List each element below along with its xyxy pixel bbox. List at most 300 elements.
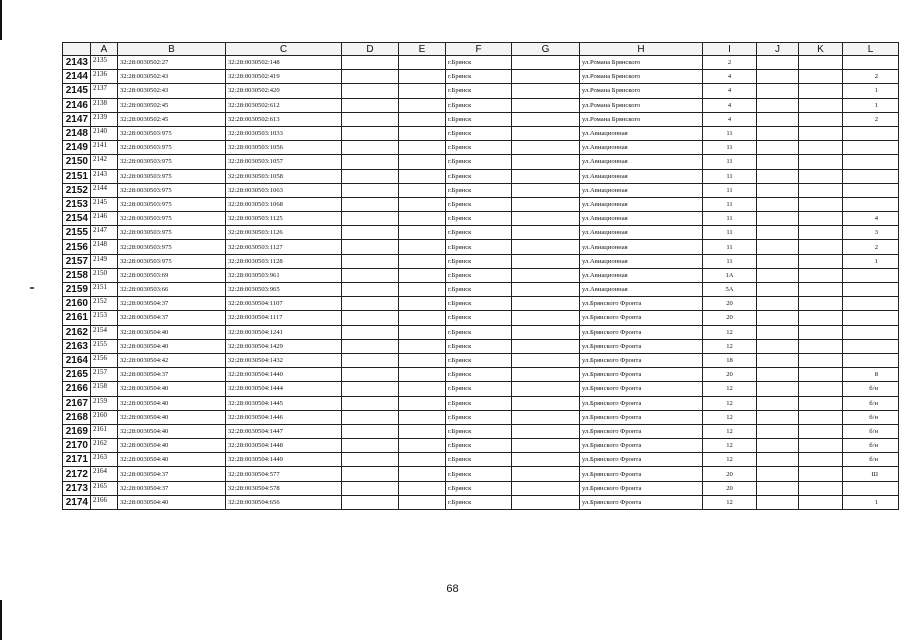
cell-b[interactable]: 32:28:0030503:975 <box>118 226 226 240</box>
cell-i[interactable]: 12 <box>703 339 757 353</box>
cell-c[interactable]: 32:28:0030504:1429 <box>226 339 342 353</box>
cell-j[interactable] <box>757 353 799 367</box>
cell-i[interactable]: 20 <box>703 311 757 325</box>
cell-e[interactable] <box>399 183 446 197</box>
cell-f[interactable]: г.Брянск <box>446 495 512 509</box>
cell-b[interactable]: 32:28:0030503:975 <box>118 141 226 155</box>
cell-f[interactable]: г.Брянск <box>446 382 512 396</box>
cell-f[interactable]: г.Брянск <box>446 368 512 382</box>
cell-e[interactable] <box>399 268 446 282</box>
cell-k[interactable] <box>799 254 843 268</box>
cell-l[interactable]: Ш <box>843 467 899 481</box>
cell-c[interactable]: 32:28:0030504:1117 <box>226 311 342 325</box>
cell-i[interactable]: 12 <box>703 325 757 339</box>
cell-e[interactable] <box>399 396 446 410</box>
row-number[interactable]: 2157 <box>63 254 91 268</box>
column-header-c[interactable]: C <box>226 43 342 56</box>
cell-l[interactable]: 8 <box>843 368 899 382</box>
cell-k[interactable] <box>799 98 843 112</box>
cell-c[interactable]: 32:28:0030504:578 <box>226 481 342 495</box>
cell-d[interactable] <box>342 169 399 183</box>
cell-j[interactable] <box>757 283 799 297</box>
cell-j[interactable] <box>757 169 799 183</box>
cell-f[interactable]: г.Брянск <box>446 268 512 282</box>
cell-i[interactable]: 12 <box>703 410 757 424</box>
cell-d[interactable] <box>342 268 399 282</box>
cell-d[interactable] <box>342 126 399 140</box>
column-header-e[interactable]: E <box>399 43 446 56</box>
cell-d[interactable] <box>342 382 399 396</box>
column-header-l[interactable]: L <box>843 43 899 56</box>
cell-e[interactable] <box>399 410 446 424</box>
cell-j[interactable] <box>757 70 799 84</box>
cell-d[interactable] <box>342 240 399 254</box>
cell-c[interactable]: 32:28:0030504:1444 <box>226 382 342 396</box>
cell-g[interactable] <box>512 424 580 438</box>
cell-h[interactable]: ул.Брянского Фронта <box>580 382 703 396</box>
cell-g[interactable] <box>512 155 580 169</box>
cell-l[interactable]: 1 <box>843 254 899 268</box>
cell-k[interactable] <box>799 481 843 495</box>
cell-k[interactable] <box>799 240 843 254</box>
row-number[interactable]: 2172 <box>63 467 91 481</box>
cell-h[interactable]: ул.Брянского Фронта <box>580 396 703 410</box>
cell-a[interactable]: 2151 <box>91 283 118 297</box>
cell-e[interactable] <box>399 481 446 495</box>
cell-j[interactable] <box>757 396 799 410</box>
cell-b[interactable]: 32:28:0030504:40 <box>118 495 226 509</box>
cell-h[interactable]: ул.Брянского Фронта <box>580 311 703 325</box>
cell-h[interactable]: ул.Брянского Фронта <box>580 495 703 509</box>
cell-k[interactable] <box>799 126 843 140</box>
cell-g[interactable] <box>512 339 580 353</box>
cell-j[interactable] <box>757 481 799 495</box>
cell-k[interactable] <box>799 268 843 282</box>
cell-k[interactable] <box>799 84 843 98</box>
cell-e[interactable] <box>399 297 446 311</box>
row-number[interactable]: 2169 <box>63 424 91 438</box>
row-number[interactable]: 2160 <box>63 297 91 311</box>
cell-a[interactable]: 2148 <box>91 240 118 254</box>
cell-h[interactable]: ул.Брянского Фронта <box>580 368 703 382</box>
cell-e[interactable] <box>399 112 446 126</box>
cell-h[interactable]: ул.Авиационная <box>580 197 703 211</box>
cell-g[interactable] <box>512 268 580 282</box>
cell-j[interactable] <box>757 112 799 126</box>
cell-f[interactable]: г.Брянск <box>446 169 512 183</box>
cell-e[interactable] <box>399 197 446 211</box>
cell-l[interactable] <box>843 481 899 495</box>
column-header-i[interactable]: I <box>703 43 757 56</box>
cell-a[interactable]: 2159 <box>91 396 118 410</box>
cell-i[interactable]: 4 <box>703 84 757 98</box>
cell-i[interactable]: 11 <box>703 197 757 211</box>
cell-j[interactable] <box>757 410 799 424</box>
cell-c[interactable]: 32:28:0030504:1448 <box>226 439 342 453</box>
cell-h[interactable]: ул.Брянского Фронта <box>580 481 703 495</box>
cell-h[interactable]: ул.Авиационная <box>580 226 703 240</box>
row-number[interactable]: 2161 <box>63 311 91 325</box>
cell-h[interactable]: ул.Авиационная <box>580 141 703 155</box>
cell-h[interactable]: ул.Романа Брянского <box>580 112 703 126</box>
cell-k[interactable] <box>799 141 843 155</box>
cell-f[interactable]: г.Брянск <box>446 283 512 297</box>
cell-g[interactable] <box>512 84 580 98</box>
cell-e[interactable] <box>399 169 446 183</box>
cell-j[interactable] <box>757 226 799 240</box>
cell-j[interactable] <box>757 141 799 155</box>
row-number[interactable]: 2154 <box>63 212 91 226</box>
cell-k[interactable] <box>799 226 843 240</box>
cell-d[interactable] <box>342 84 399 98</box>
cell-j[interactable] <box>757 495 799 509</box>
row-number[interactable]: 2148 <box>63 126 91 140</box>
cell-k[interactable] <box>799 183 843 197</box>
cell-g[interactable] <box>512 467 580 481</box>
cell-h[interactable]: ул.Брянского Фронта <box>580 325 703 339</box>
cell-l[interactable] <box>843 183 899 197</box>
cell-f[interactable]: г.Брянск <box>446 212 512 226</box>
cell-l[interactable]: 4 <box>843 212 899 226</box>
cell-j[interactable] <box>757 453 799 467</box>
row-number[interactable]: 2155 <box>63 226 91 240</box>
cell-c[interactable]: 32:28:0030504:1445 <box>226 396 342 410</box>
cell-l[interactable]: 1 <box>843 495 899 509</box>
cell-j[interactable] <box>757 339 799 353</box>
row-number[interactable]: 2166 <box>63 382 91 396</box>
cell-c[interactable]: 32:28:0030504:577 <box>226 467 342 481</box>
row-number[interactable]: 2162 <box>63 325 91 339</box>
cell-e[interactable] <box>399 84 446 98</box>
cell-i[interactable]: 11 <box>703 183 757 197</box>
cell-c[interactable]: 32:28:0030504:1440 <box>226 368 342 382</box>
column-header-f[interactable]: F <box>446 43 512 56</box>
cell-a[interactable]: 2152 <box>91 297 118 311</box>
row-number[interactable]: 2167 <box>63 396 91 410</box>
cell-i[interactable]: 12 <box>703 495 757 509</box>
cell-g[interactable] <box>512 254 580 268</box>
cell-d[interactable] <box>342 481 399 495</box>
cell-b[interactable]: 32:28:0030504:37 <box>118 467 226 481</box>
cell-d[interactable] <box>342 368 399 382</box>
cell-d[interactable] <box>342 56 399 70</box>
cell-j[interactable] <box>757 325 799 339</box>
cell-c[interactable]: 32:28:0030504:1446 <box>226 410 342 424</box>
cell-d[interactable] <box>342 339 399 353</box>
cell-k[interactable] <box>799 212 843 226</box>
cell-b[interactable]: 32:28:0030504:37 <box>118 368 226 382</box>
cell-l[interactable]: б/н <box>843 396 899 410</box>
cell-h[interactable]: ул.Брянского Фронта <box>580 467 703 481</box>
cell-a[interactable]: 2164 <box>91 467 118 481</box>
row-number[interactable]: 2143 <box>63 56 91 70</box>
cell-c[interactable]: 32:28:0030503:965 <box>226 283 342 297</box>
cell-h[interactable]: ул.Романа Брянского <box>580 84 703 98</box>
cell-e[interactable] <box>399 495 446 509</box>
cell-i[interactable]: 20 <box>703 297 757 311</box>
cell-b[interactable]: 32:28:0030504:40 <box>118 410 226 424</box>
cell-a[interactable]: 2166 <box>91 495 118 509</box>
cell-e[interactable] <box>399 254 446 268</box>
cell-a[interactable]: 2138 <box>91 98 118 112</box>
cell-j[interactable] <box>757 84 799 98</box>
row-number[interactable]: 2159 <box>63 283 91 297</box>
cell-g[interactable] <box>512 197 580 211</box>
cell-k[interactable] <box>799 453 843 467</box>
cell-h[interactable]: ул.Авиационная <box>580 268 703 282</box>
cell-f[interactable]: г.Брянск <box>446 481 512 495</box>
cell-e[interactable] <box>399 453 446 467</box>
cell-k[interactable] <box>799 495 843 509</box>
cell-i[interactable]: 12 <box>703 424 757 438</box>
row-number[interactable]: 2171 <box>63 453 91 467</box>
cell-d[interactable] <box>342 424 399 438</box>
cell-d[interactable] <box>342 112 399 126</box>
cell-f[interactable]: г.Брянск <box>446 141 512 155</box>
cell-f[interactable]: г.Брянск <box>446 226 512 240</box>
cell-l[interactable]: 2 <box>843 70 899 84</box>
cell-i[interactable]: 11 <box>703 226 757 240</box>
cell-a[interactable]: 2158 <box>91 382 118 396</box>
row-number[interactable]: 2152 <box>63 183 91 197</box>
cell-e[interactable] <box>399 240 446 254</box>
cell-h[interactable]: ул.Романа Брянского <box>580 70 703 84</box>
cell-e[interactable] <box>399 283 446 297</box>
row-number[interactable]: 2144 <box>63 70 91 84</box>
cell-i[interactable]: 20 <box>703 481 757 495</box>
cell-h[interactable]: ул.Авиационная <box>580 155 703 169</box>
cell-g[interactable] <box>512 481 580 495</box>
cell-b[interactable]: 32:28:0030504:42 <box>118 353 226 367</box>
cell-g[interactable] <box>512 126 580 140</box>
cell-l[interactable] <box>843 325 899 339</box>
cell-i[interactable]: 4 <box>703 112 757 126</box>
cell-i[interactable]: 11 <box>703 169 757 183</box>
cell-e[interactable] <box>399 467 446 481</box>
cell-a[interactable]: 2156 <box>91 353 118 367</box>
cell-l[interactable] <box>843 197 899 211</box>
cell-a[interactable]: 2150 <box>91 268 118 282</box>
cell-j[interactable] <box>757 439 799 453</box>
cell-e[interactable] <box>399 155 446 169</box>
cell-b[interactable]: 32:28:0030504:40 <box>118 396 226 410</box>
cell-g[interactable] <box>512 311 580 325</box>
cell-k[interactable] <box>799 325 843 339</box>
cell-k[interactable] <box>799 169 843 183</box>
row-number[interactable]: 2151 <box>63 169 91 183</box>
cell-a[interactable]: 2165 <box>91 481 118 495</box>
cell-a[interactable]: 2149 <box>91 254 118 268</box>
cell-j[interactable] <box>757 155 799 169</box>
cell-i[interactable]: 12 <box>703 453 757 467</box>
cell-c[interactable]: 32:28:0030504:1241 <box>226 325 342 339</box>
cell-a[interactable]: 2141 <box>91 141 118 155</box>
cell-l[interactable] <box>843 169 899 183</box>
cell-f[interactable]: г.Брянск <box>446 98 512 112</box>
cell-c[interactable]: 32:28:0030503:1068 <box>226 197 342 211</box>
cell-l[interactable] <box>843 297 899 311</box>
column-header-g[interactable]: G <box>512 43 580 56</box>
cell-h[interactable]: ул.Брянского Фронта <box>580 353 703 367</box>
column-header-a[interactable]: A <box>91 43 118 56</box>
row-number[interactable]: 2173 <box>63 481 91 495</box>
cell-i[interactable]: 12 <box>703 439 757 453</box>
cell-h[interactable]: ул.Авиационная <box>580 212 703 226</box>
cell-d[interactable] <box>342 495 399 509</box>
cell-f[interactable]: г.Брянск <box>446 84 512 98</box>
cell-e[interactable] <box>399 424 446 438</box>
cell-a[interactable]: 2139 <box>91 112 118 126</box>
cell-c[interactable]: 32:28:0030504:1449 <box>226 453 342 467</box>
cell-c[interactable]: 32:28:0030503:1128 <box>226 254 342 268</box>
cell-j[interactable] <box>757 197 799 211</box>
cell-d[interactable] <box>342 439 399 453</box>
cell-f[interactable]: г.Брянск <box>446 325 512 339</box>
cell-i[interactable]: 18 <box>703 353 757 367</box>
cell-c[interactable]: 32:28:0030503:1127 <box>226 240 342 254</box>
cell-h[interactable]: ул.Авиационная <box>580 240 703 254</box>
cell-a[interactable]: 2143 <box>91 169 118 183</box>
cell-c[interactable]: 32:28:0030504:1107 <box>226 297 342 311</box>
cell-l[interactable]: б/н <box>843 410 899 424</box>
cell-i[interactable]: 20 <box>703 368 757 382</box>
cell-c[interactable]: 32:28:0030504:1447 <box>226 424 342 438</box>
cell-a[interactable]: 2153 <box>91 311 118 325</box>
row-number[interactable]: 2170 <box>63 439 91 453</box>
row-number[interactable]: 2168 <box>63 410 91 424</box>
cell-l[interactable] <box>843 268 899 282</box>
cell-h[interactable]: ул.Брянского Фронта <box>580 424 703 438</box>
cell-i[interactable]: 11 <box>703 254 757 268</box>
cell-i[interactable]: 11 <box>703 212 757 226</box>
cell-e[interactable] <box>399 368 446 382</box>
cell-h[interactable]: ул.Авиационная <box>580 254 703 268</box>
row-number[interactable]: 2146 <box>63 98 91 112</box>
cell-d[interactable] <box>342 70 399 84</box>
cell-f[interactable]: г.Брянск <box>446 439 512 453</box>
cell-k[interactable] <box>799 155 843 169</box>
cell-b[interactable]: 32:28:0030502:45 <box>118 98 226 112</box>
cell-j[interactable] <box>757 183 799 197</box>
cell-h[interactable]: ул.Романа Брянского <box>580 56 703 70</box>
cell-d[interactable] <box>342 311 399 325</box>
cell-j[interactable] <box>757 56 799 70</box>
cell-l[interactable] <box>843 141 899 155</box>
cell-b[interactable]: 32:28:0030504:40 <box>118 325 226 339</box>
row-number[interactable]: 2150 <box>63 155 91 169</box>
cell-k[interactable] <box>799 396 843 410</box>
cell-l[interactable]: 2 <box>843 112 899 126</box>
cell-l[interactable]: б/н <box>843 453 899 467</box>
cell-b[interactable]: 32:28:0030503:975 <box>118 197 226 211</box>
cell-j[interactable] <box>757 424 799 438</box>
cell-a[interactable]: 2142 <box>91 155 118 169</box>
cell-g[interactable] <box>512 495 580 509</box>
cell-j[interactable] <box>757 467 799 481</box>
cell-b[interactable]: 32:28:0030504:40 <box>118 424 226 438</box>
cell-g[interactable] <box>512 98 580 112</box>
cell-f[interactable]: г.Брянск <box>446 424 512 438</box>
cell-f[interactable]: г.Брянск <box>446 297 512 311</box>
cell-i[interactable]: 12 <box>703 396 757 410</box>
cell-c[interactable]: 32:28:0030503:1063 <box>226 183 342 197</box>
cell-d[interactable] <box>342 141 399 155</box>
cell-c[interactable]: 32:28:0030503:961 <box>226 268 342 282</box>
cell-i[interactable]: 11 <box>703 240 757 254</box>
cell-c[interactable]: 32:28:0030503:1125 <box>226 212 342 226</box>
cell-a[interactable]: 2154 <box>91 325 118 339</box>
cell-d[interactable] <box>342 353 399 367</box>
cell-l[interactable]: 1 <box>843 84 899 98</box>
cell-c[interactable]: 32:28:0030504:1432 <box>226 353 342 367</box>
cell-f[interactable]: г.Брянск <box>446 240 512 254</box>
cell-a[interactable]: 2145 <box>91 197 118 211</box>
cell-f[interactable]: г.Брянск <box>446 453 512 467</box>
cell-c[interactable]: 32:28:0030503:1056 <box>226 141 342 155</box>
cell-a[interactable]: 2155 <box>91 339 118 353</box>
cell-j[interactable] <box>757 126 799 140</box>
cell-l[interactable]: 1 <box>843 98 899 112</box>
cell-d[interactable] <box>342 226 399 240</box>
cell-e[interactable] <box>399 382 446 396</box>
cell-g[interactable] <box>512 56 580 70</box>
cell-d[interactable] <box>342 453 399 467</box>
cell-e[interactable] <box>399 325 446 339</box>
cell-j[interactable] <box>757 268 799 282</box>
cell-c[interactable]: 32:28:0030502:612 <box>226 98 342 112</box>
cell-f[interactable]: г.Брянск <box>446 339 512 353</box>
column-header-j[interactable]: J <box>757 43 799 56</box>
cell-g[interactable] <box>512 112 580 126</box>
cell-b[interactable]: 32:28:0030503:975 <box>118 155 226 169</box>
cell-d[interactable] <box>342 254 399 268</box>
cell-f[interactable]: г.Брянск <box>446 70 512 84</box>
cell-h[interactable]: ул.Авиационная <box>580 169 703 183</box>
cell-l[interactable] <box>843 155 899 169</box>
cell-b[interactable]: 32:28:0030502:43 <box>118 70 226 84</box>
cell-a[interactable]: 2163 <box>91 453 118 467</box>
corner-header[interactable] <box>63 43 91 56</box>
cell-h[interactable]: ул.Брянского Фронта <box>580 439 703 453</box>
cell-c[interactable]: 32:28:0030502:419 <box>226 70 342 84</box>
cell-k[interactable] <box>799 297 843 311</box>
cell-f[interactable]: г.Брянск <box>446 467 512 481</box>
cell-e[interactable] <box>399 439 446 453</box>
cell-l[interactable] <box>843 126 899 140</box>
cell-g[interactable] <box>512 169 580 183</box>
cell-c[interactable]: 32:28:0030503:1057 <box>226 155 342 169</box>
cell-b[interactable]: 32:28:0030504:40 <box>118 339 226 353</box>
cell-b[interactable]: 32:28:0030502:45 <box>118 112 226 126</box>
cell-e[interactable] <box>399 98 446 112</box>
cell-g[interactable] <box>512 325 580 339</box>
cell-a[interactable]: 2161 <box>91 424 118 438</box>
cell-f[interactable]: г.Брянск <box>446 197 512 211</box>
row-number[interactable]: 2164 <box>63 353 91 367</box>
cell-b[interactable]: 32:28:0030504:40 <box>118 439 226 453</box>
cell-g[interactable] <box>512 183 580 197</box>
cell-j[interactable] <box>757 297 799 311</box>
cell-g[interactable] <box>512 212 580 226</box>
cell-l[interactable]: б/н <box>843 424 899 438</box>
row-number[interactable]: 2145 <box>63 84 91 98</box>
cell-e[interactable] <box>399 339 446 353</box>
cell-k[interactable] <box>799 353 843 367</box>
cell-l[interactable] <box>843 339 899 353</box>
cell-g[interactable] <box>512 439 580 453</box>
column-header-h[interactable]: H <box>580 43 703 56</box>
cell-g[interactable] <box>512 410 580 424</box>
